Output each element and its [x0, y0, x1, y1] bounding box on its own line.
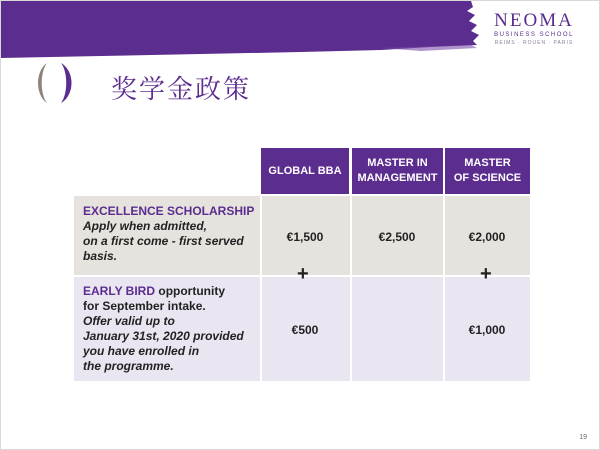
early-bird-line: January 31st, 2020 provided: [83, 329, 244, 343]
page-number: 19: [579, 434, 587, 441]
value-mim-excellence: €2,500: [378, 230, 416, 244]
column-header-global-bba: GLOBAL BBA: [261, 148, 349, 194]
excellence-line: basis.: [83, 249, 118, 263]
logo-cities: REIMS · ROUEN · PARIS: [494, 40, 574, 46]
plus-sign-bba: +: [297, 263, 309, 285]
column-header-master-science: MASTER OF SCIENCE: [445, 148, 530, 194]
early-bird-label: [83, 284, 261, 374]
brand-parentheses-icon: [31, 61, 81, 105]
early-bird-heading-rest: opportunity: [155, 284, 226, 298]
plus-sign-msc: +: [480, 263, 492, 285]
early-bird-line: the programme.: [83, 359, 174, 373]
column-divider: [443, 196, 445, 381]
excellence-scholarship-label: [83, 204, 261, 264]
neoma-logo: [489, 11, 579, 47]
excellence-line: Apply when admitted,: [83, 219, 208, 233]
logo-name: NEOMA: [494, 10, 574, 31]
excellence-line: on a first come - first served: [83, 234, 244, 248]
early-bird-line: Offer valid up to: [83, 314, 175, 328]
logo-subtitle: BUSINESS SCHOOL: [494, 32, 574, 38]
early-bird-intake: for September intake.: [83, 299, 206, 313]
value-msc-excellence: €2,000: [468, 230, 506, 244]
value-bba-early-bird: €500: [291, 323, 319, 337]
early-bird-line: you have enrolled in: [83, 344, 200, 358]
early-bird-heading: EARLY BIRD: [83, 284, 156, 298]
column-divider: [350, 196, 352, 381]
excellence-heading: EXCELLENCE SCHOLARSHIP: [83, 204, 255, 218]
page-title: 奖学金政策: [111, 75, 252, 105]
value-msc-early-bird: €1,000: [468, 323, 506, 337]
value-bba-excellence: €1,500: [286, 230, 324, 244]
column-header-master-management: MASTER IN MANAGEMENT: [352, 148, 443, 194]
